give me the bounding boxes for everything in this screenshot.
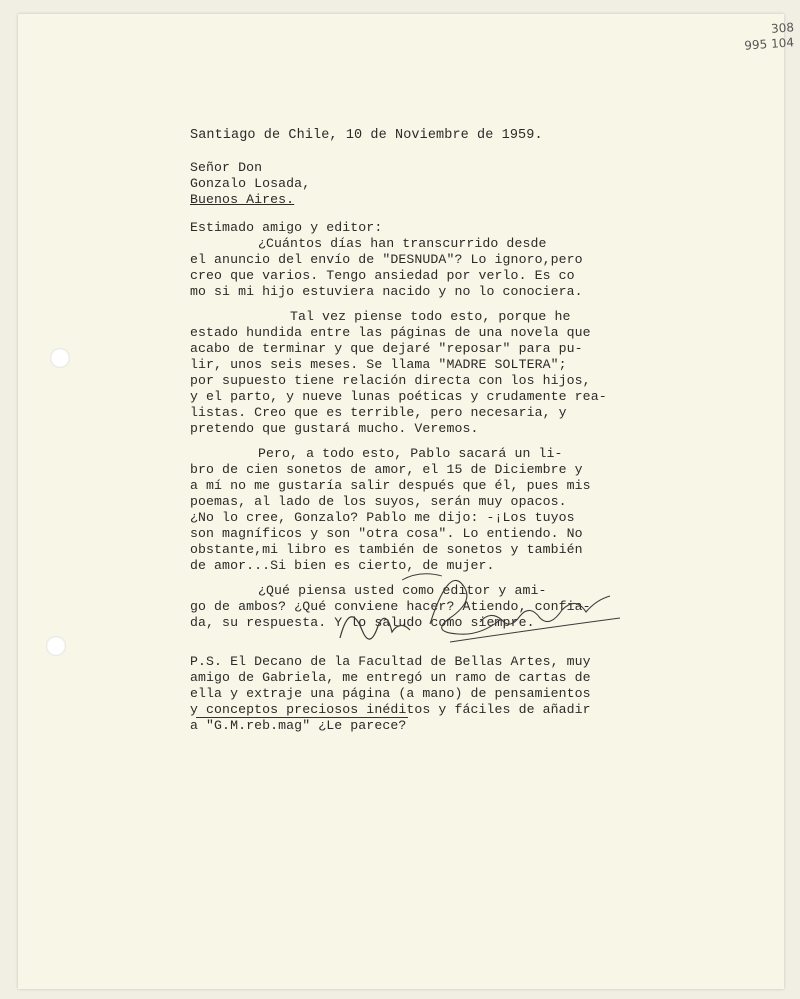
paragraph-line: Pero, a todo esto, Pablo sacará un li- bbox=[258, 446, 563, 461]
paragraph-line: listas. Creo que es terrible, pero necesaria, y bbox=[190, 405, 567, 420]
handwritten-underline bbox=[196, 717, 408, 718]
paragraph-line: go de ambos? ¿Qué conviene hacer? Atiendo, confia- bbox=[190, 599, 591, 614]
paragraph-line: bro de cien sonetos de amor, el 15 de Diciembre y bbox=[190, 462, 583, 477]
archive-code-bottom: 995 104 bbox=[743, 35, 795, 53]
paragraph-line: lir, unos seis meses. Se llama "MADRE SOLTERA"; bbox=[190, 357, 567, 372]
paragraph-line: Tal vez piense todo esto, porque he bbox=[290, 309, 571, 324]
paragraph-line: creo que varios. Tengo ansiedad por verlo. Es co bbox=[190, 268, 575, 283]
archive-code-top: 308 bbox=[770, 20, 795, 36]
paragraph-line: mo si mi hijo estuviera nacido y no lo conociera. bbox=[190, 284, 583, 299]
postscript-line: P.S. El Decano de la Facultad de Bellas Artes, muy bbox=[190, 654, 591, 669]
handwritten-signature bbox=[330, 560, 630, 660]
archive-code bbox=[744, 22, 794, 52]
paragraph-line: obstante,mi libro es también de sonetos y también bbox=[190, 542, 583, 557]
paragraph-line: son magníficos y son "otra cosa". Lo entiendo. No bbox=[190, 526, 583, 541]
paragraph-line: ¿Cuántos días han transcurrido desde bbox=[258, 236, 547, 251]
paragraph-line: estado hundida entre las páginas de una novela que bbox=[190, 325, 591, 340]
paragraph-line: el anuncio del envío de "DESNUDA"? Lo ignoro,pero bbox=[190, 252, 583, 267]
paragraph-line: poemas, al lado de los suyos, serán muy opacos. bbox=[190, 494, 567, 509]
postscript-line: a "G.M.reb.mag" ¿Le parece? bbox=[190, 718, 407, 733]
paragraph-line: de amor...Si bien es cierto, de mujer. bbox=[190, 558, 495, 573]
postscript-line: y conceptos preciosos inéditos y fáciles de añadir bbox=[190, 702, 591, 717]
recipient-line: Gonzalo Losada, bbox=[190, 176, 311, 191]
greeting: Estimado amigo y editor: bbox=[190, 220, 383, 235]
postscript-line: amigo de Gabriela, me entregó un ramo de cartas de bbox=[190, 670, 591, 685]
paragraph-line: ¿Qué piensa usted como editor y ami- bbox=[258, 583, 547, 598]
paragraph-line: y el parto, y nueve lunas poéticas y crudamente rea- bbox=[190, 389, 607, 404]
recipient-line: Señor Don bbox=[190, 160, 263, 175]
punch-hole bbox=[46, 636, 66, 656]
paragraph-line: por supuesto tiene relación directa con los hijos, bbox=[190, 373, 591, 388]
paragraph-line: pretendo que gustará mucho. Veremos. bbox=[190, 421, 479, 436]
punch-hole bbox=[50, 348, 70, 368]
paragraph-line: da, su respuesta. Y lo saludo como siempre. bbox=[190, 615, 535, 630]
paragraph-line: ¿No lo cree, Gonzalo? Pablo me dijo: -¡Los tuyos bbox=[190, 510, 575, 525]
recipient-line: Buenos Aires. bbox=[190, 192, 295, 207]
paragraph-line: a mí no me gustaría salir después que él, pues mis bbox=[190, 478, 591, 493]
paragraph-line: acabo de terminar y que dejaré "reposar" para pu- bbox=[190, 341, 583, 356]
place-date: Santiago de Chile, 10 de Noviembre de 1959. bbox=[190, 128, 543, 143]
postscript-line: ella y extraje una página (a mano) de pensamientos bbox=[190, 686, 591, 701]
